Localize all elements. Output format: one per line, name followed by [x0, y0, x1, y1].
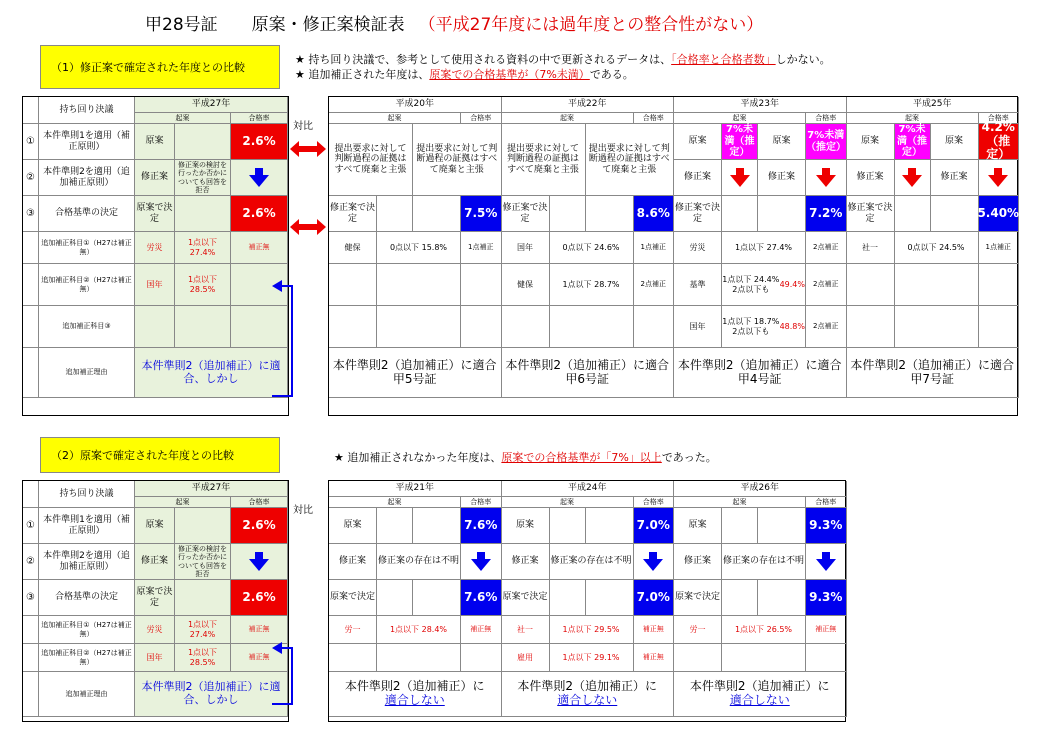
down-arrow-icon — [816, 552, 836, 571]
taibi-label: 対比 — [293, 121, 313, 132]
return-arrow-icon — [266, 640, 298, 708]
double-arrow-icon — [290, 140, 326, 158]
r2-note: 提出要求に対して判断過程の証拠はすべて廃棄と主張 — [329, 124, 413, 196]
blank-cell — [175, 124, 231, 160]
row-label-r3: 合格基準の決定 — [39, 196, 135, 232]
blank-cell — [23, 672, 39, 717]
shu-cell: 修正案 — [502, 544, 550, 580]
rate1-cell: 4.2%（推定） — [979, 124, 1020, 160]
shu-cell: 修正案 — [674, 544, 722, 580]
mochimawari-header: 持ち回り決議 — [39, 97, 135, 124]
k-value: 1点以下 26.5% — [722, 616, 806, 644]
r2-note: 修正案の存在は不明 — [722, 544, 806, 580]
r2-note: 提出要求に対して判断過程の証拠はすべて廃棄と主張 — [502, 124, 586, 196]
k-result: 2点補正 — [806, 232, 847, 264]
k-value: 0点以下 15.8% — [377, 232, 461, 264]
shu-cell: 修正案 — [329, 544, 377, 580]
reason-underlined: 適合しない — [557, 693, 618, 707]
k-value — [895, 306, 979, 348]
decision-cell: 原案で決定 — [329, 580, 377, 616]
rate-header: 合格率 — [461, 497, 502, 508]
decision-cell: 修正案で決定 — [674, 196, 722, 232]
k-result: 2点補正 — [806, 264, 847, 306]
k-value — [377, 306, 461, 348]
blank-cell — [23, 616, 39, 644]
k2-value: 1点以下 28.5% — [175, 644, 231, 672]
year-header: 平成26年 — [674, 481, 847, 497]
blank-cell — [931, 196, 979, 232]
reason-cell: 本件準則2（追加補正）に適合 甲4号証 — [674, 348, 847, 398]
row-label-k1: 追加補正科目①（H27は補正無） — [39, 616, 135, 644]
h27-r2-note: 修正案の検討を行ったか否かについても回答を拒否 — [175, 160, 231, 196]
blank-cell — [23, 306, 39, 348]
k-value-part: 1点以下 24.4% 2点以下も — [722, 275, 780, 294]
row-label-reason: 追加補正理由 — [39, 348, 135, 398]
blank-cell — [413, 196, 461, 232]
blank-cell — [586, 508, 634, 544]
rate-header: 合格率 — [806, 113, 847, 124]
k-subject: 健保 — [329, 232, 377, 264]
blank-cell — [413, 580, 461, 616]
k-value — [377, 264, 461, 306]
k2-subject: 国年 — [135, 644, 175, 672]
k-value: 0点以下 24.5% — [895, 232, 979, 264]
k1-result: 補正無 — [231, 232, 288, 264]
gen-cell: 原案 — [931, 124, 979, 160]
section2-note1: ★ 追加補正されなかった年度は、原案での合格基準が「7%」以上であった。 — [334, 451, 717, 464]
down-arrow-icon — [471, 552, 491, 571]
rate-header: 合格率 — [461, 113, 502, 124]
k-result — [979, 306, 1020, 348]
blank-cell — [175, 306, 231, 348]
decision-cell: 修正案で決定 — [329, 196, 377, 232]
k-result — [461, 264, 502, 306]
reason-text: 本件準則2（追加補正）に — [517, 679, 658, 694]
kian-header: 起案 — [502, 113, 634, 124]
blank-cell — [23, 348, 39, 398]
reason-underlined: 適合しない — [384, 693, 445, 707]
upper-comparison-table — [328, 96, 1027, 416]
blank-cell — [377, 508, 413, 544]
k-subject: 労一 — [674, 616, 722, 644]
k-subject — [329, 644, 377, 672]
down-arrow-icon — [643, 552, 663, 571]
r2-note: 提出要求に対して判断過程の証拠はすべて廃棄と主張 — [413, 124, 502, 196]
k-value: 1点以下 29.1% — [550, 644, 634, 672]
k-result: 補正無 — [634, 616, 675, 644]
year-header: 平成21年 — [329, 481, 502, 497]
k-value — [722, 644, 806, 672]
reason-cell — [674, 672, 847, 717]
row-num: ① — [23, 124, 39, 160]
rate1-cell: 7%未満（推定） — [806, 124, 847, 160]
row-label-r3: 合格基準の決定 — [39, 580, 135, 616]
row-num: ② — [23, 160, 39, 196]
rate-header: 合格率 — [634, 497, 675, 508]
gen-cell: 原案 — [674, 508, 722, 544]
r2-note: 修正案の存在は不明 — [377, 544, 461, 580]
k-result: 補正無 — [461, 616, 502, 644]
k1-value: 1点以下 27.4% — [175, 616, 231, 644]
arrow-cell — [722, 160, 758, 196]
shu-cell: 修正案 — [135, 160, 175, 196]
year-header: 平成27年 — [135, 481, 288, 497]
reason-cell: 本件準則2（追加補正）に適合 甲5号証 — [329, 348, 502, 398]
gendec-cell: 原案で決定 — [135, 580, 175, 616]
blank-cell — [758, 196, 806, 232]
kian-header: 起案 — [674, 497, 806, 508]
down-arrow-icon — [902, 168, 922, 187]
k-subject — [329, 306, 377, 348]
rate3-cell: 7.2% — [806, 196, 847, 232]
k-subject: 健保 — [502, 264, 550, 306]
k1-subject: 労災 — [135, 232, 175, 264]
k-value-red: 48.8% — [779, 321, 805, 331]
k-value — [550, 306, 634, 348]
gendec-cell: 原案で決定 — [135, 196, 175, 232]
rate3-cell: 7.0% — [634, 580, 675, 616]
section2-label: （2）原案で確定された年度との比較 — [40, 437, 280, 473]
reason-cell: 本件準則2（追加補正）に適合 甲7号証 — [847, 348, 1020, 398]
year-header: 平成20年 — [329, 97, 502, 113]
rate1-cell: 7.6% — [461, 508, 502, 544]
k-result: 補正無 — [806, 616, 847, 644]
taibi-label: 対比 — [293, 505, 313, 516]
k-result: 補正無 — [634, 644, 675, 672]
h27-r2-note: 修正案の検討を行ったか否かについても回答を拒否 — [175, 544, 231, 580]
blank-cell — [722, 196, 758, 232]
arrow-cell — [634, 544, 675, 580]
kian-header: 起案 — [329, 113, 461, 124]
k-result: 2点補正 — [634, 264, 675, 306]
blank-cell — [550, 580, 586, 616]
k-subject: 労一 — [329, 616, 377, 644]
row-label-k2: 追加補正科目②（H27は補正無） — [39, 644, 135, 672]
blank-cell — [175, 580, 231, 616]
down-arrow-icon — [816, 168, 836, 187]
gen-cell: 原案 — [502, 508, 550, 544]
k-value-red: 49.4% — [779, 279, 805, 289]
year-header: 平成25年 — [847, 97, 1020, 113]
k-result — [461, 644, 502, 672]
rate1-cell: 9.3% — [806, 508, 847, 544]
row-label-k2: 追加補正科目②（H27は補正無） — [39, 264, 135, 306]
h27-rate3: 2.6% — [231, 196, 288, 232]
k-value-part: 1点以下 18.7% 2点以下も — [722, 317, 780, 336]
k2-subject: 国年 — [135, 264, 175, 306]
k-subject: 社一 — [847, 232, 895, 264]
k-result — [806, 644, 847, 672]
reason-underlined: 適合しない — [729, 693, 790, 707]
shu-cell: 修正案 — [674, 160, 722, 196]
reason-text: 本件準則2（追加補正）に — [689, 679, 830, 694]
return-arrow-icon — [266, 278, 298, 400]
gen-cell: 原案 — [135, 124, 175, 160]
kian-header: 起案 — [329, 497, 461, 508]
shu-cell: 修正案 — [931, 160, 979, 196]
reason-text: 本件準則2（追加補正）に — [344, 679, 485, 694]
k-value — [377, 644, 461, 672]
row-label-r2: 本件準則2を適用（追加補正原則） — [39, 544, 135, 580]
kian-header: 起案 — [847, 113, 979, 124]
section1-note1: ★ 持ち回り決議で、参考として使用される資料の中で更新されるデータは、「合格率と合格者数」しかない。 — [295, 53, 831, 66]
row-num: ③ — [23, 580, 39, 616]
row-label-r1: 本件準則1を適用（補正原則） — [39, 124, 135, 160]
k-subject: 国年 — [674, 306, 722, 348]
kian-header: 起案 — [674, 113, 806, 124]
blank-cell — [586, 580, 634, 616]
section1-label: （1）修正案で確定された年度との比較 — [40, 45, 280, 89]
blank-cell — [550, 508, 586, 544]
shu-cell: 修正案 — [847, 160, 895, 196]
k1-result: 補正無 — [231, 616, 288, 644]
shu-cell: 修正案 — [758, 160, 806, 196]
blank-cell — [758, 508, 806, 544]
section1-note2: ★ 追加補正された年度は、原案での合格基準が（7%未満）である。 — [295, 68, 634, 81]
arrow-cell — [895, 160, 931, 196]
rate3-cell: 7.5% — [461, 196, 502, 232]
k-subject — [847, 306, 895, 348]
k-value — [895, 264, 979, 306]
row-num: ③ — [23, 196, 39, 232]
arrow-cell — [979, 160, 1020, 196]
year-header: 平成27年 — [135, 97, 288, 113]
down-arrow-icon — [730, 168, 750, 187]
rate3-cell: 8.6% — [634, 196, 675, 232]
k-value: 1点以下 29.5% — [550, 616, 634, 644]
reason-cell: 本件準則2（追加補正）に適合 甲6号証 — [502, 348, 675, 398]
k-value: 0点以下 24.6% — [550, 232, 634, 264]
row-label-k1: 追加補正科目①（H27は補正無） — [39, 232, 135, 264]
blank-cell — [758, 580, 806, 616]
k-subject — [847, 264, 895, 306]
reason-cell — [329, 672, 502, 717]
decision-cell: 修正案で決定 — [847, 196, 895, 232]
arrow-cell — [231, 544, 288, 580]
k-value: 1点以下 28.7% — [550, 264, 634, 306]
k-value: 1点以下 28.4% — [377, 616, 461, 644]
row-label-r2: 本件準則2を適用（追加補正原則） — [39, 160, 135, 196]
r2-note: 修正案の存在は不明 — [550, 544, 634, 580]
k-subject: 基準 — [674, 264, 722, 306]
blank-cell — [722, 580, 758, 616]
row-label-k3: 追加補正科目③ — [39, 306, 135, 348]
page-title: 甲28号証 原案・修正案検証表 （平成27年度には過年度との整合性がない） — [145, 15, 764, 35]
blank-cell — [23, 481, 39, 508]
decision-cell: 修正案で決定 — [502, 196, 550, 232]
arrow-cell — [461, 544, 502, 580]
r2-note: 提出要求に対して判断過程の証拠はすべて廃棄と主張 — [586, 124, 675, 196]
blank-cell — [586, 196, 634, 232]
down-arrow-icon — [249, 168, 269, 187]
h27-table-lower — [22, 480, 289, 722]
rate1-cell: 7%未満（推定） — [722, 124, 758, 160]
k-subject — [502, 306, 550, 348]
rate3-cell: 7.6% — [461, 580, 502, 616]
k2-result: 補正無 — [231, 644, 288, 672]
h27-reason: 本件準則2（追加補正）に適合、しかし — [135, 348, 288, 398]
rate-header: 合格率 — [806, 497, 847, 508]
gen-cell: 原案 — [329, 508, 377, 544]
rate3-cell: 5.40% — [979, 196, 1020, 232]
kian-header: 起案 — [502, 497, 634, 508]
reason-cell — [502, 672, 675, 717]
row-num: ① — [23, 508, 39, 544]
rate3-cell: 9.3% — [806, 580, 847, 616]
blank-cell — [722, 508, 758, 544]
year-header: 平成22年 — [502, 97, 675, 113]
k-subject: 労災 — [674, 232, 722, 264]
h27-rate3: 2.6% — [231, 580, 288, 616]
rate1-cell: 7.0% — [634, 508, 675, 544]
k-value — [722, 306, 806, 348]
kian-header: 起案 — [135, 113, 231, 124]
h27-rate1: 2.6% — [231, 508, 288, 544]
k-result: 1点補正 — [461, 232, 502, 264]
decision-cell: 原案で決定 — [502, 580, 550, 616]
shu-cell: 修正案 — [135, 544, 175, 580]
k-subject: 国年 — [502, 232, 550, 264]
k-subject: 社一 — [502, 616, 550, 644]
mochimawari-header: 持ち回り決議 — [39, 481, 135, 508]
k2-value: 1点以下 28.5% — [175, 264, 231, 306]
gen-cell: 原案 — [135, 508, 175, 544]
gen-cell: 原案 — [847, 124, 895, 160]
k-subject — [674, 644, 722, 672]
blank-cell — [23, 232, 39, 264]
blank-cell — [135, 306, 175, 348]
kian-header: 起案 — [135, 497, 231, 508]
blank-cell — [175, 196, 231, 232]
h27-reason: 本件準則2（追加補正）に適合、しかし — [135, 672, 288, 717]
row-label-reason: 追加補正理由 — [39, 672, 135, 717]
rate-header: 合格率 — [231, 113, 288, 124]
h27-table-upper — [22, 96, 289, 416]
k-result: 2点補正 — [806, 306, 847, 348]
blank-cell — [23, 644, 39, 672]
decision-cell: 原案で決定 — [674, 580, 722, 616]
blank-cell — [377, 580, 413, 616]
blank-cell — [895, 196, 931, 232]
k-result: 1点補正 — [634, 232, 675, 264]
row-num: ② — [23, 544, 39, 580]
arrow-cell — [806, 160, 847, 196]
blank-cell — [550, 196, 586, 232]
k1-subject: 労災 — [135, 616, 175, 644]
row-label-r1: 本件準則1を適用（補正原則） — [39, 508, 135, 544]
k-result: 1点補正 — [979, 232, 1020, 264]
h27-rate1: 2.6% — [231, 124, 288, 160]
gen-cell: 原案 — [758, 124, 806, 160]
k1-value: 1点以下 27.4% — [175, 232, 231, 264]
blank-cell — [377, 196, 413, 232]
arrow-cell — [231, 160, 288, 196]
arrow-cell — [806, 544, 847, 580]
down-arrow-icon — [249, 552, 269, 571]
year-header: 平成23年 — [674, 97, 847, 113]
rate1-cell: 7%未満（推定） — [895, 124, 931, 160]
year-header: 平成24年 — [502, 481, 675, 497]
blank-cell — [23, 97, 39, 124]
lower-comparison-table — [328, 480, 846, 722]
double-arrow-icon — [290, 218, 326, 236]
rate-header: 合格率 — [231, 497, 288, 508]
k-value: 1点以下 27.4% — [722, 232, 806, 264]
blank-cell — [23, 264, 39, 306]
rate-header: 合格率 — [979, 113, 1020, 124]
rate-header: 合格率 — [634, 113, 675, 124]
gen-cell: 原案 — [674, 124, 722, 160]
k-value — [722, 264, 806, 306]
k-result — [461, 306, 502, 348]
down-arrow-icon — [988, 168, 1008, 187]
k-result — [634, 306, 675, 348]
blank-cell — [175, 508, 231, 544]
k-subject — [329, 264, 377, 306]
k-subject: 雇用 — [502, 644, 550, 672]
k-result — [979, 264, 1020, 306]
blank-cell — [413, 508, 461, 544]
